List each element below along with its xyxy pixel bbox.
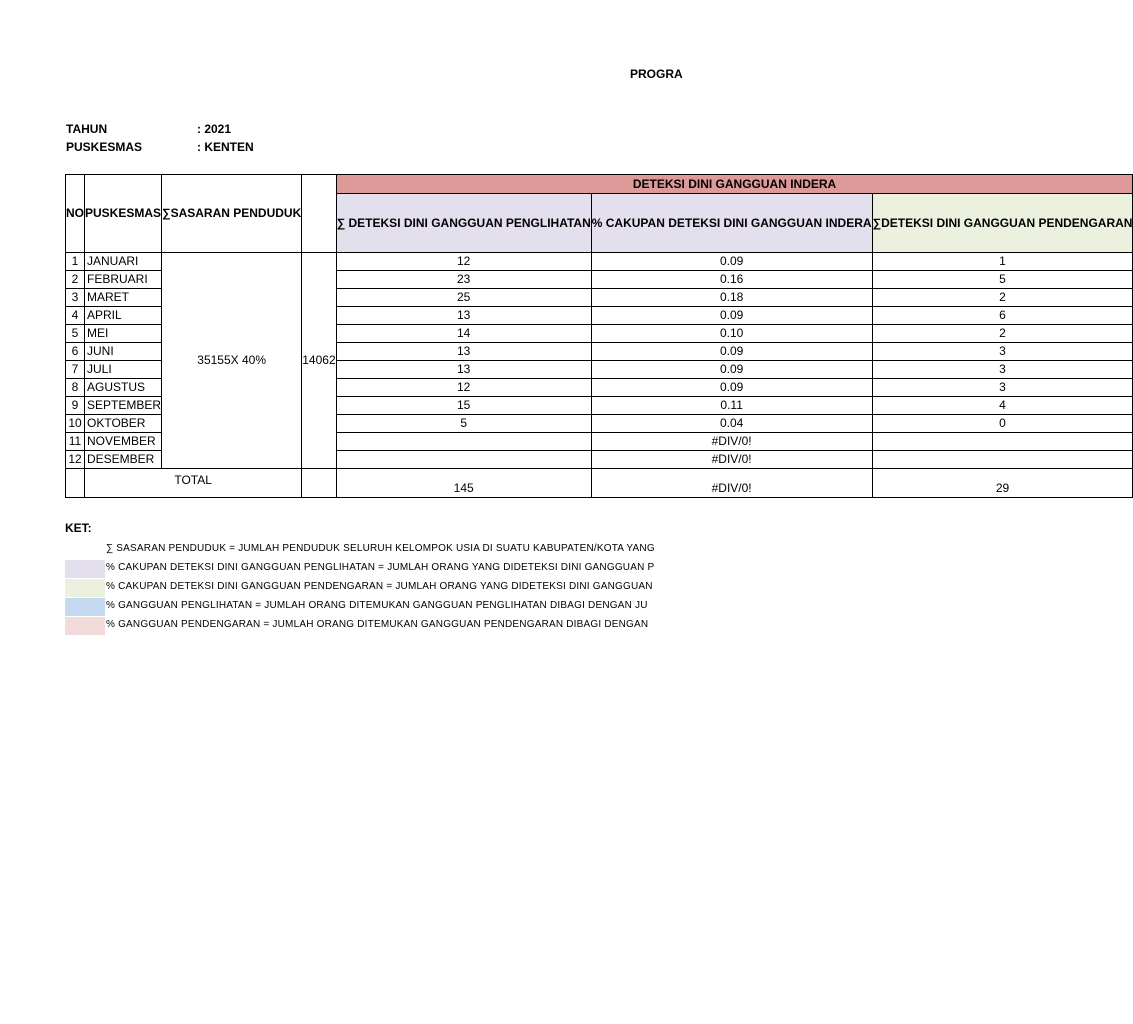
row-pendengaran xyxy=(872,451,1133,469)
total-empty-sasaran xyxy=(302,469,336,498)
row-cakupan: 0.09 xyxy=(591,361,872,379)
row-cakupan: 0.09 xyxy=(591,253,872,271)
row-cakupan: 0.09 xyxy=(591,343,872,361)
row-pendengaran: 3 xyxy=(872,343,1133,361)
row-cakupan: 0.10 xyxy=(591,325,872,343)
header-sasaran: ∑SASARAN PENDUDUK xyxy=(162,175,302,253)
legend-swatch xyxy=(65,598,105,616)
row-penglihatan: 15 xyxy=(336,397,591,415)
row-no: 6 xyxy=(66,343,85,361)
row-month: MEI xyxy=(85,325,162,343)
row-month: JUNI xyxy=(85,343,162,361)
legend-item xyxy=(65,598,677,616)
row-cakupan: 0.11 xyxy=(591,397,872,415)
header-no: NO xyxy=(66,175,85,253)
legend-text: % CAKUPAN DETEKSI DINI GANGGUAN PENDENGARAN = JUMLAH ORANG YANG DIDETEKSI DINI GANGGUAN xyxy=(106,581,653,592)
row-no: 12 xyxy=(66,451,85,469)
legend-swatch xyxy=(65,579,105,597)
tahun-value: : 2021 xyxy=(197,122,232,136)
row-cakupan: 0.09 xyxy=(591,307,872,325)
program-title: PROGRA xyxy=(630,67,683,81)
row-month: OKTOBER xyxy=(85,415,162,433)
row-penglihatan: 13 xyxy=(336,343,591,361)
puskesmas-label: PUSKESMAS xyxy=(66,140,143,154)
row-month: DESEMBER xyxy=(85,451,162,469)
row-penglihatan xyxy=(336,451,591,469)
row-cakupan: 0.09 xyxy=(591,379,872,397)
row-pendengaran: 3 xyxy=(872,379,1133,397)
header-deteksi-penglihatan: ∑ DETEKSI DINI GANGGUAN PENGLIHATAN xyxy=(336,194,591,253)
row-pendengaran: 1 xyxy=(872,253,1133,271)
header-puskesmas: PUSKESMAS xyxy=(85,175,162,253)
row-penglihatan: 25 xyxy=(336,289,591,307)
row-cakupan: 0.16 xyxy=(591,271,872,289)
legend-item xyxy=(65,560,677,578)
row-penglihatan: 14 xyxy=(336,325,591,343)
row-month: SEPTEMBER xyxy=(85,397,162,415)
row-pendengaran: 0 xyxy=(872,415,1133,433)
table-row xyxy=(66,253,1133,271)
legend-text: ∑ SASARAN PENDUDUK = JUMLAH PENDUDUK SELURUH KELOMPOK USIA DI SUATU KABUPATEN/KOTA YANG xyxy=(106,543,655,554)
row-pendengaran: 2 xyxy=(872,325,1133,343)
header-empty xyxy=(302,175,336,253)
row-no: 3 xyxy=(66,289,85,307)
row-no: 2 xyxy=(66,271,85,289)
row-month: FEBRUARI xyxy=(85,271,162,289)
row-penglihatan: 12 xyxy=(336,379,591,397)
legend-item xyxy=(65,579,677,597)
row-no: 7 xyxy=(66,361,85,379)
header-deteksi-pendengaran: ∑DETEKSI DINI GANGGUAN PENDENGARAN xyxy=(872,194,1133,253)
total-row xyxy=(66,469,1133,498)
header-cakupan: % CAKUPAN DETEKSI DINI GANGGUAN INDERA xyxy=(591,194,872,253)
row-penglihatan: 12 xyxy=(336,253,591,271)
row-pendengaran xyxy=(872,433,1133,451)
sasaran-formula: 35155X 40% xyxy=(162,253,302,469)
detection-table xyxy=(65,174,1133,498)
row-penglihatan: 13 xyxy=(336,361,591,379)
legend-swatch xyxy=(65,541,105,559)
row-month: JANUARI xyxy=(85,253,162,271)
row-penglihatan xyxy=(336,433,591,451)
row-no: 10 xyxy=(66,415,85,433)
total-cakupan: #DIV/0! xyxy=(591,469,872,498)
total-pendengaran: 29 xyxy=(872,469,1133,498)
row-penglihatan: 5 xyxy=(336,415,591,433)
legend-item xyxy=(65,617,677,635)
row-pendengaran: 3 xyxy=(872,361,1133,379)
row-month: MARET xyxy=(85,289,162,307)
row-penglihatan: 23 xyxy=(336,271,591,289)
row-no: 9 xyxy=(66,397,85,415)
row-pendengaran: 2 xyxy=(872,289,1133,307)
row-pendengaran: 6 xyxy=(872,307,1133,325)
row-cakupan: 0.18 xyxy=(591,289,872,307)
sasaran-value: 14062 xyxy=(302,253,336,469)
legend-text: % GANGGUAN PENGLIHATAN = JUMLAH ORANG DITEMUKAN GANGGUAN PENGLIHATAN DIBAGI DENGAN JU xyxy=(106,600,648,611)
row-no: 4 xyxy=(66,307,85,325)
row-no: 5 xyxy=(66,325,85,343)
row-month: AGUSTUS xyxy=(85,379,162,397)
row-month: NOVEMBER xyxy=(85,433,162,451)
tahun-label: TAHUN xyxy=(66,122,108,136)
row-month: APRIL xyxy=(85,307,162,325)
legend-swatch xyxy=(65,617,105,635)
legend-title: KET: xyxy=(65,521,92,535)
row-cakupan: #DIV/0! xyxy=(591,433,872,451)
total-empty-no xyxy=(66,469,85,498)
row-pendengaran: 4 xyxy=(872,397,1133,415)
group-header: DETEKSI DINI GANGGUAN INDERA xyxy=(336,175,1133,194)
legend-text: % CAKUPAN DETEKSI DINI GANGGUAN PENGLIHATAN = JUMLAH ORANG YANG DIDETEKSI DINI GANGGUAN P xyxy=(106,562,655,573)
row-no: 11 xyxy=(66,433,85,451)
row-cakupan: #DIV/0! xyxy=(591,451,872,469)
row-cakupan: 0.04 xyxy=(591,415,872,433)
row-no: 1 xyxy=(66,253,85,271)
row-pendengaran: 5 xyxy=(872,271,1133,289)
row-no: 8 xyxy=(66,379,85,397)
legend-item xyxy=(65,541,677,559)
legend-text: % GANGGUAN PENDENGARAN = JUMLAH ORANG DITEMUKAN GANGGUAN PENDENGARAN DIBAGI DENGAN xyxy=(106,619,649,630)
row-month: JULI xyxy=(85,361,162,379)
total-label: TOTAL xyxy=(85,469,302,498)
total-penglihatan: 145 xyxy=(336,469,591,498)
row-penglihatan: 13 xyxy=(336,307,591,325)
legend-swatch xyxy=(65,560,105,578)
puskesmas-value: : KENTEN xyxy=(197,140,254,154)
header-row-1 xyxy=(66,175,1133,194)
